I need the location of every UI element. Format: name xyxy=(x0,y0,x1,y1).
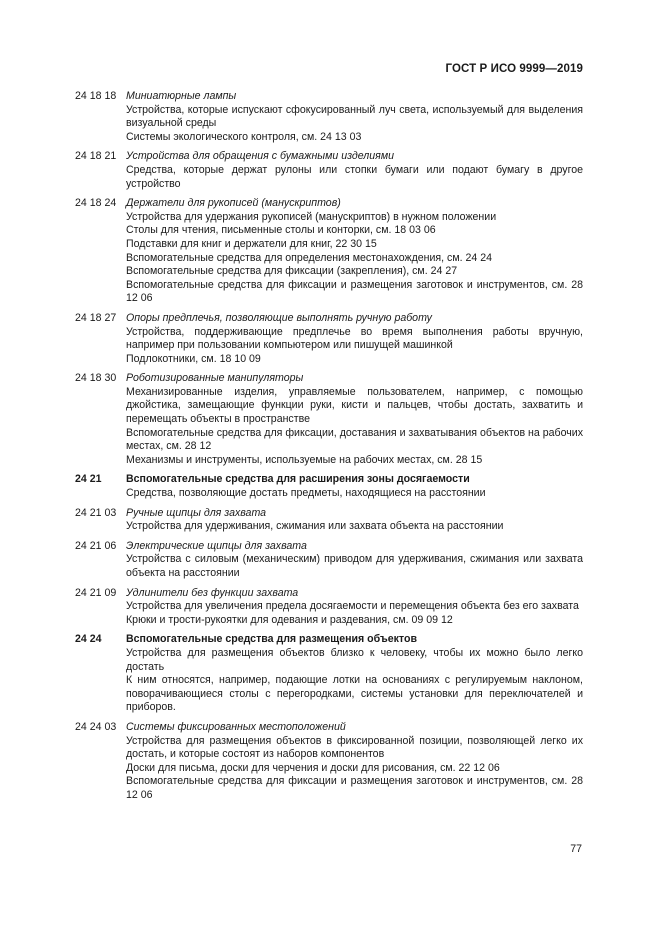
entry-text: Устройства, поддерживающие предплечье во время выполнения работы вручную, например при пользовании компьютером или пишущей машинкой xyxy=(126,325,583,352)
entry-text: Устройства с силовым (механическим) приводом для удерживания, сжимания или захвата объекта на расстоянии xyxy=(126,553,583,579)
entry-body xyxy=(126,90,583,144)
entry-text: Системы экологического контроля, см. 24 13 03 xyxy=(126,130,362,143)
entry-body xyxy=(126,197,583,306)
classification-entry xyxy=(75,372,583,467)
classification-entry xyxy=(75,197,583,306)
classification-list xyxy=(75,90,583,809)
entry-code: 24 24 03 xyxy=(75,720,117,733)
classification-entry xyxy=(75,312,583,366)
entry-code: 24 18 27 xyxy=(75,311,117,324)
entry-title: Миниатюрные лампы xyxy=(126,90,237,102)
classification-entry xyxy=(75,721,583,803)
entry-title: Электрические щипцы для захвата xyxy=(126,539,307,552)
page-number: 77 xyxy=(570,843,582,855)
entry-text: Вспомогательные средства для фиксации (закрепления), см. 24 27 xyxy=(126,265,458,278)
entry-text: Средства, которые держат рулоны или стопки бумаги или подают бумагу в другое устройство xyxy=(126,163,583,190)
entry-text: Крюки и трости-рукоятки для одевания и раздевания, см. 09 09 12 xyxy=(126,613,453,626)
entry-code: 24 18 18 xyxy=(75,90,117,102)
classification-entry xyxy=(75,507,583,534)
entry-body xyxy=(126,507,583,534)
standard-header: ГОСТ Р ИСО 9999—2019 xyxy=(445,63,583,75)
entry-title: Опоры предплечья, позволяющие выполнять ручную работу xyxy=(126,311,432,324)
entry-text: Устройства, которые испускают сфокусированный луч света, используемый для выделения визуальной среды xyxy=(126,103,583,130)
entry-text: Подставки для книг и держатели для книг, 22 30 15 xyxy=(126,237,377,250)
entry-text: Средства, позволяющие достать предметы, находящиеся на расстоянии xyxy=(126,487,486,500)
entry-body xyxy=(126,372,583,467)
entry-title: Удлинители без функции захвата xyxy=(126,586,299,599)
classification-entry xyxy=(75,473,583,500)
classification-entry xyxy=(75,587,583,628)
entry-text: Устройства для размещения объектов в фиксированной позиции, позволяющей легко их достать, и которые состоят из наборов компонентов xyxy=(126,734,583,761)
entry-code: 24 18 21 xyxy=(75,150,117,163)
entry-text: Вспомогательные средства для фиксации, доставания и захватывания объектов на рабочих местах, см. 28 12 xyxy=(126,426,583,453)
entry-title: Вспомогательные средства для размещения объектов xyxy=(126,633,417,646)
entry-text: Механизированные изделия, управляемые пользователем, например, с помощью джойстика, замещающие функции руки, кисти и пальцев, чтобы достать, захватить и перемещать объекты в пространстве xyxy=(126,385,583,426)
entry-text: Вспомогательные средства для определения местонахождения, см. 24 24 xyxy=(126,251,493,264)
entry-body xyxy=(126,473,583,500)
entry-code: 24 24 xyxy=(75,633,102,646)
entry-code: 24 21 09 xyxy=(75,586,117,599)
entry-text: Устройства для размещения объектов близко к человеку, чтобы их можно было легко достать xyxy=(126,646,583,673)
entry-code: 24 18 30 xyxy=(75,372,117,385)
entry-text: Устройства для увеличения предела досягаемости и перемещения объекта без его захвата xyxy=(126,600,579,613)
entry-text: Устройства для удерживания, сжимания или захвата объекта на расстоянии xyxy=(126,520,504,533)
entry-title: Устройства для обращения с бумажными изделиями xyxy=(126,150,394,163)
entry-code: 24 21 03 xyxy=(75,506,117,519)
entry-title: Вспомогательные средства для расширения зоны досягаемости xyxy=(126,473,470,486)
entry-body xyxy=(126,150,583,191)
entry-body xyxy=(126,540,583,581)
classification-entry xyxy=(75,150,583,191)
entry-code: 24 21 xyxy=(75,473,102,486)
entry-text: Механизмы и инструменты, используемые на рабочих местах, см. 28 15 xyxy=(126,453,483,466)
entry-body xyxy=(126,587,583,628)
entry-text: Столы для чтения, письменные столы и конторки, см. 18 03 06 xyxy=(126,224,436,237)
entry-text: К ним относятся, например, подающие лотки на основаниях с регулируемым наклоном, поворачивающиеся столы с перегородками, системы установки для переключателей и приборов. xyxy=(126,674,583,714)
entry-title: Ручные щипцы для захвата xyxy=(126,506,267,519)
entry-text: Доски для письма, доски для черчения и доски для рисования, см. 22 12 06 xyxy=(126,761,500,774)
entry-body xyxy=(126,633,583,715)
entry-text: Вспомогательные средства для фиксации и размещения заготовок и инструментов, см. 28 12 06 xyxy=(126,278,583,305)
entry-title: Держатели для рукописей (манускриптов) xyxy=(126,197,341,210)
entry-text: Устройства для удержания рукописей (манускриптов) в нужном положении xyxy=(126,210,497,223)
entry-body xyxy=(126,721,583,803)
entry-text: Подлокотники, см. 18 10 09 xyxy=(126,352,261,365)
entry-title: Роботизированные манипуляторы xyxy=(126,372,304,385)
classification-entry xyxy=(75,90,583,144)
entry-title: Системы фиксированных местоположений xyxy=(126,720,346,733)
classification-entry xyxy=(75,540,583,581)
entry-text: Вспомогательные средства для фиксации и размещения заготовок и инструментов, см. 28 12 06 xyxy=(126,775,583,801)
entry-code: 24 18 24 xyxy=(75,197,117,210)
classification-entry xyxy=(75,633,583,715)
entry-body xyxy=(126,312,583,366)
entry-code: 24 21 06 xyxy=(75,539,117,552)
